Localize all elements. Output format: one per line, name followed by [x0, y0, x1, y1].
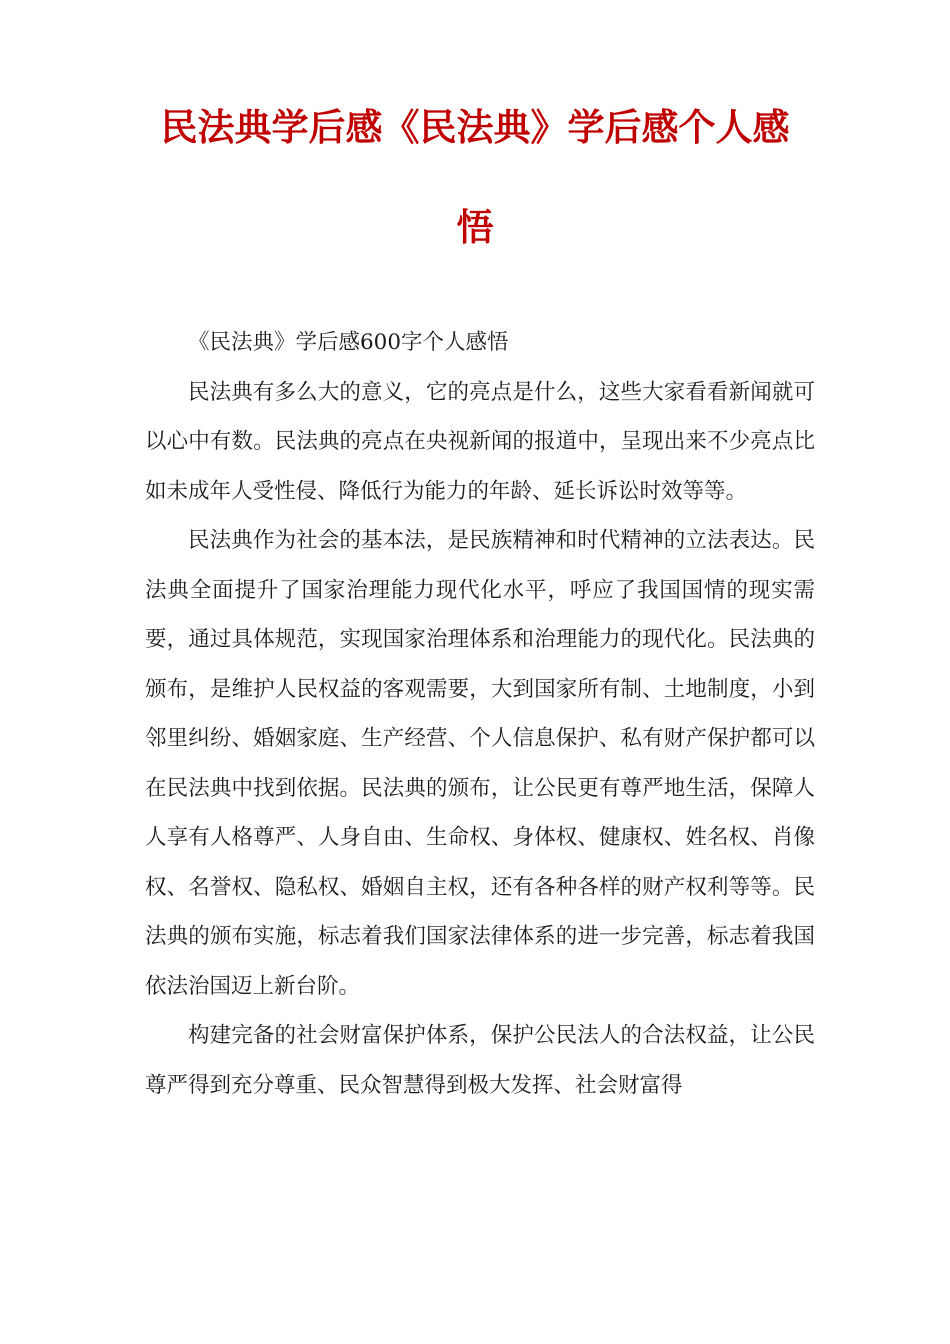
document-body [145, 318, 815, 1110]
paragraph-3: 构建完备的社会财富保护体系，保护公民法人的合法权益，让公民尊严得到充分尊重、民众智慧得到极大发挥、社会财富得 [145, 1023, 815, 1098]
paragraph-2: 民法典作为社会的基本法，是民族精神和时代精神的立法表达。民法典全面提升了国家治理能力现代化水平，呼应了我国国情的现实需要，通过具体规范，实现国家治理体系和治理能力的现代化。民法典的颁布，是维护人民权益的客观需要，大到国家所有制、土地制度，小到邻里纠纷、婚姻家庭、生产经营、个人信息保护、私有财产保护都可以在民法典中找到依据。民法典的颁布，让公民更有尊严地生活，保障人人享有人格尊严、人身自由、生命权、身体权、健康权、姓名权、肖像权、名誉权、隐私权、婚姻自主权，还有各种各样的财产权利等等。民法典的颁布实施，标志着我们国家法律体系的进一步完善，标志着我国依法治国迈上新台阶。 [145, 528, 815, 999]
document-subtitle: 《民法典》学后感600字个人感悟 [188, 330, 509, 355]
paragraph-1: 民法典有多么大的意义，它的亮点是什么，这些大家看看新闻就可以心中有数。民法典的亮点在央视新闻的报道中，呈现出来不少亮点比如未成年人受性侵、降低行为能力的年龄、延长诉讼时效等等。 [145, 379, 815, 504]
document-title-line-2: 悟 [456, 206, 494, 249]
document-title-line-1: 民法典学后感《民法典》学后感个人感 [160, 106, 790, 149]
